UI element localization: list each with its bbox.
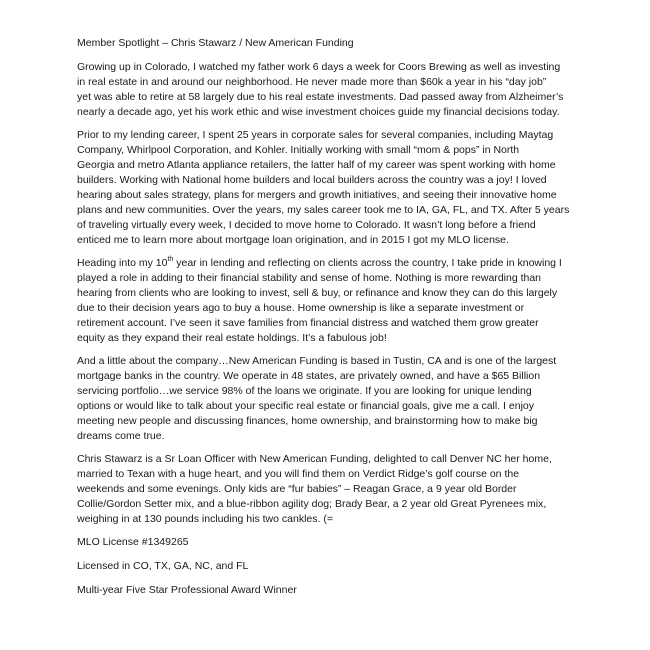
paragraph-line: Growing up in Colorado, I watched my father work 6 days a week for Coors Brewing as well as investing — [77, 61, 561, 73]
paragraph-company — [77, 354, 577, 444]
document-title: Member Spotlight – Chris Stawarz / New American Funding — [77, 37, 354, 49]
paragraph-line: Company, Whirlpool Corporation, and Kohler. Initially working with small “mom & pops” in North — [77, 144, 520, 156]
paragraph-line: Collie/Gordon Setter mix, and a blue-ribbon agility dog; Brady Bear, a 2 year old Great Pyrenees mix, — [77, 498, 547, 510]
paragraph-text: year in lending and reflecting on clients across the country, I take pride in knowing I — [173, 257, 562, 269]
paragraph-lending — [77, 256, 577, 346]
paragraph-line: servicing portfolio…we service 98% of the loans we originate. If you are looking for unique lending — [77, 385, 532, 397]
paragraph-line: hearing about sales strategy, plans for mergers and growth initiatives, and seeing their innovative home — [77, 189, 557, 201]
paragraph-line: Chris Stawarz is a Sr Loan Officer with New American Funding, delighted to call Denver NC her home, — [77, 453, 552, 465]
paragraph-line — [77, 256, 577, 271]
paragraph-childhood — [77, 60, 577, 120]
paragraph-line: enticed me to learn more about mortgage loan origination, and in 2015 I got my MLO license. — [77, 234, 509, 246]
paragraph-line: yet was able to retire at 58 largely due to his real estate investments. Dad passed away from Alzheimer’s — [77, 91, 564, 103]
paragraph-line: weekends and some evenings. Only kids are “fur babies” – Reagan Grace, a 9 year old Border — [77, 483, 517, 495]
paragraph-line: nearly a decade ago, yet his work ethic and wise investment choices guide my financial decisions today. — [77, 106, 560, 118]
paragraph-line: Prior to my lending career, I spent 25 years in corporate sales for several companies, including Maytag — [77, 129, 554, 141]
paragraph-line: married to Texan with a huge heart, and you will find them on Verdict Ridge’s golf course on the — [77, 468, 520, 480]
paragraph-line: in real estate in and around our neighborhood. He never made more than $60k a year in his “day job” — [77, 76, 547, 88]
paragraph-line: plans and new communities. Over the years, my sales career took me to IA, GA, FL, and TX. After 5 years — [77, 204, 570, 216]
paragraph-line: builders. Working with National home builders and local builders across the country was a joy! I loved — [77, 174, 547, 186]
paragraph-text: Heading into my 10 — [77, 257, 168, 269]
paragraph-line: played a role in adding to their financial stability and sense of home. Nothing is more rewarding than — [77, 272, 542, 284]
paragraph-line: Georgia and metro Atlanta appliance retailers, the latter half of my career was spent working with home — [77, 159, 556, 171]
licensed-states: Licensed in CO, TX, GA, NC, and FL — [77, 560, 249, 572]
paragraph-career — [77, 128, 577, 248]
paragraph-line: equity as they expand their real estate holdings. It’s a fabulous job! — [77, 332, 387, 344]
paragraph-line: weighing in at 130 pounds including his two cankles. (= — [77, 513, 333, 525]
paragraph-line: hearing from clients who are looking to invest, sell & buy, or refinance and know they can do this largely — [77, 287, 558, 299]
paragraph-line: And a little about the company…New American Funding is based in Tustin, CA and is one of the largest — [77, 355, 557, 367]
paragraph-line: mortgage banks in the country. We operate in 48 states, are privately owned, and have a $65 Billion — [77, 370, 541, 382]
paragraph-line: of traveling virtually every week, I decided to move home to Colorado. It wasn’t long before a friend — [77, 219, 536, 231]
superscript-ordinal: th — [167, 255, 174, 263]
paragraph-line: meeting new people and discussing finances, home ownership, and brainstorming how to make big — [77, 415, 538, 427]
license-number: MLO License #1349265 — [77, 536, 189, 548]
paragraph-line: due to their decision years ago to buy a house. Home ownership is like a separate investment or — [77, 302, 525, 314]
paragraph-line: options or would like to talk about your specific real estate or financial goals, give me a call. I enjoy — [77, 400, 534, 412]
paragraph-line: retirement account. I’ve seen it save families from financial distress and watched them grow greater — [77, 317, 539, 329]
document-page — [77, 36, 577, 607]
award-line: Multi-year Five Star Professional Award Winner — [77, 584, 297, 596]
paragraph-bio — [77, 452, 577, 527]
paragraph-line: dreams come true. — [77, 430, 165, 442]
